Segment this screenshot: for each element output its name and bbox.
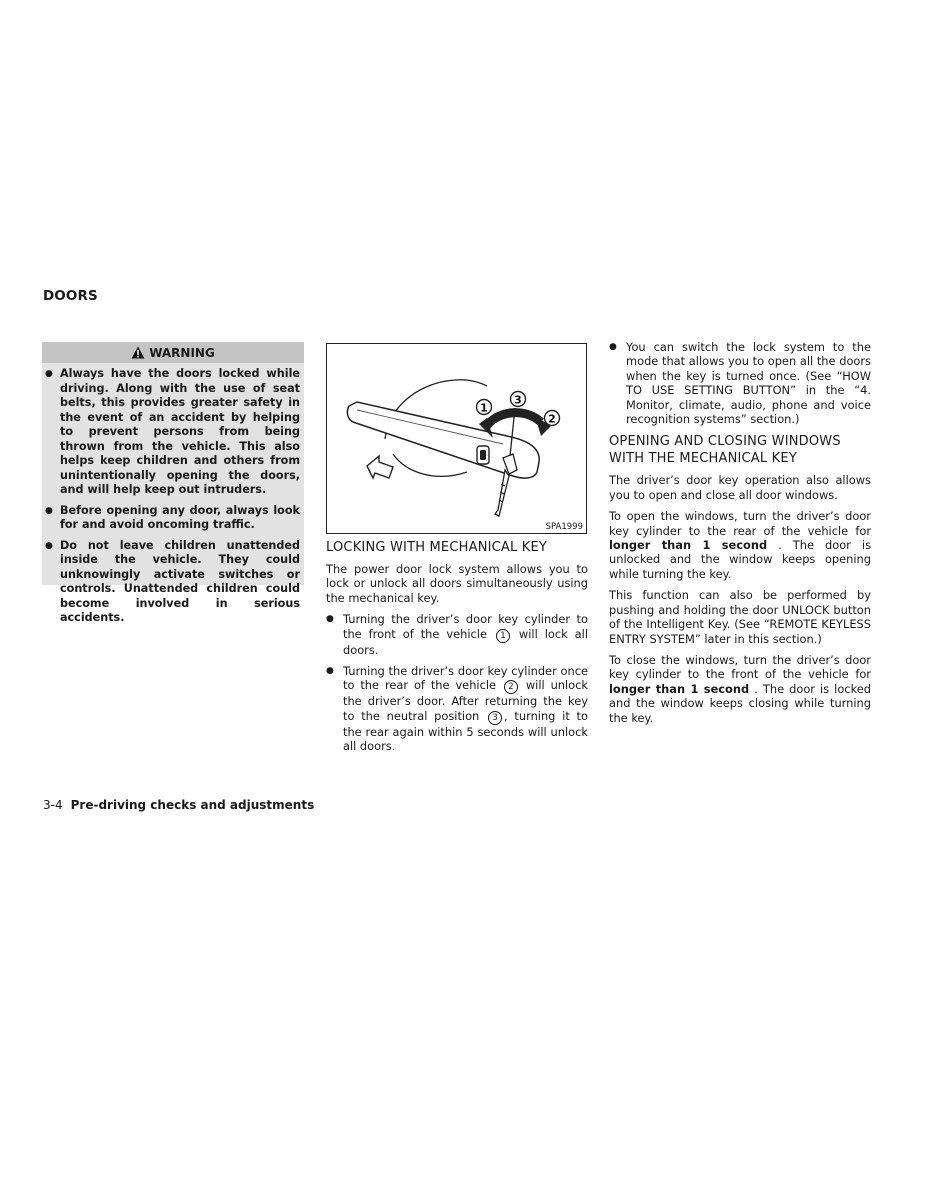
warning-list bbox=[42, 363, 304, 626]
page-footer bbox=[43, 798, 314, 812]
warning-title: WARNING bbox=[149, 345, 215, 360]
vehicle-front-arrow-icon bbox=[367, 456, 393, 478]
callout-1-ref: 1 bbox=[496, 629, 510, 643]
setting-bullet: ● You can switch the lock system to the mode that allows you to open all the doors when the key is turned once. (See “HOW TO USE SETTING BUTTON” in the “4. Monitor, climate, audio, phone and voice recognition systems” section.) bbox=[626, 340, 871, 426]
page-number: 3-4 bbox=[43, 798, 63, 812]
door-handle-illustration bbox=[327, 344, 586, 533]
locking-intro: The power door lock system allows you to lock or unlock all doors simultaneously using the mechanical key. bbox=[326, 562, 588, 605]
locking-section bbox=[326, 539, 588, 761]
callout-3-ref: 3 bbox=[488, 711, 502, 725]
door-handle-figure bbox=[326, 343, 587, 534]
windows-heading: OPENING AND CLOSING WINDOWS WITH THE MECHANICAL KEY bbox=[609, 434, 841, 467]
right-bullets bbox=[609, 340, 871, 426]
windows-p2: To open the windows, turn the driver’s door key cylinder to the rear of the vehicle for longer than 1 second . The door is unlocked and the window keeps opening while turning the key. bbox=[609, 509, 871, 581]
locking-bullet-2: ● Turning the driver’s door key cylinder once to the rear of the vehicle 2 will unlock the driver’s door. After returning the key to the neutral position 3 , turning it to the rear again within 5 seconds will unlock all doors. bbox=[343, 664, 588, 754]
callout-2-ref: 2 bbox=[504, 680, 518, 694]
section-title: DOORS bbox=[43, 288, 98, 304]
callout-1-label: 1 bbox=[480, 401, 488, 415]
locking-bullet-1: ● Turning the driver’s door key cylinder to the front of the vehicle 1 will lock all doors. bbox=[343, 612, 588, 657]
callout-3-label: 3 bbox=[514, 393, 522, 407]
warning-box bbox=[42, 342, 304, 624]
locking-bullets bbox=[326, 612, 588, 753]
windows-p4: To close the windows, turn the driver’s door key cylinder to the front of the vehicle for longer than 1 second . The door is locked and the window keeps closing while turning the key. bbox=[609, 652, 872, 725]
warning-item: ● Always have the doors locked while driving. Along with the use of seat belts, this provides greater safety in the event of an accident by helping to prevent persons from being thrown from the vehicle. This also helps keep children and others from unintentionally opening the doors, and will help keep out intruders. bbox=[60, 367, 300, 498]
chapter-title: Pre-driving checks and adjustments bbox=[70, 798, 315, 812]
figure-code: SPA1999 bbox=[545, 522, 583, 532]
warning-triangle-icon bbox=[131, 346, 145, 359]
windows-p1: The driver’s door key operation also allows you to open and close all door windows. bbox=[609, 473, 871, 502]
warning-header bbox=[42, 342, 304, 363]
windows-section bbox=[609, 340, 871, 732]
locking-heading: LOCKING WITH MECHANICAL KEY bbox=[326, 540, 548, 555]
callout-2-label: 2 bbox=[548, 412, 556, 426]
warning-item: ● Before opening any door, always look for and avoid oncoming traffic. bbox=[60, 504, 300, 533]
warning-item: ● Do not leave children unattended inside the vehicle. They could unknowingly activate switches or controls. Unattended children could become involved in serious accidents. bbox=[60, 539, 300, 626]
windows-p3: This function can also be performed by pushing and holding the door UNLOCK button of the Intelligent Key. (See “REMOTE KEYLESS ENTRY SYSTEM” later in this section.) bbox=[609, 588, 871, 646]
